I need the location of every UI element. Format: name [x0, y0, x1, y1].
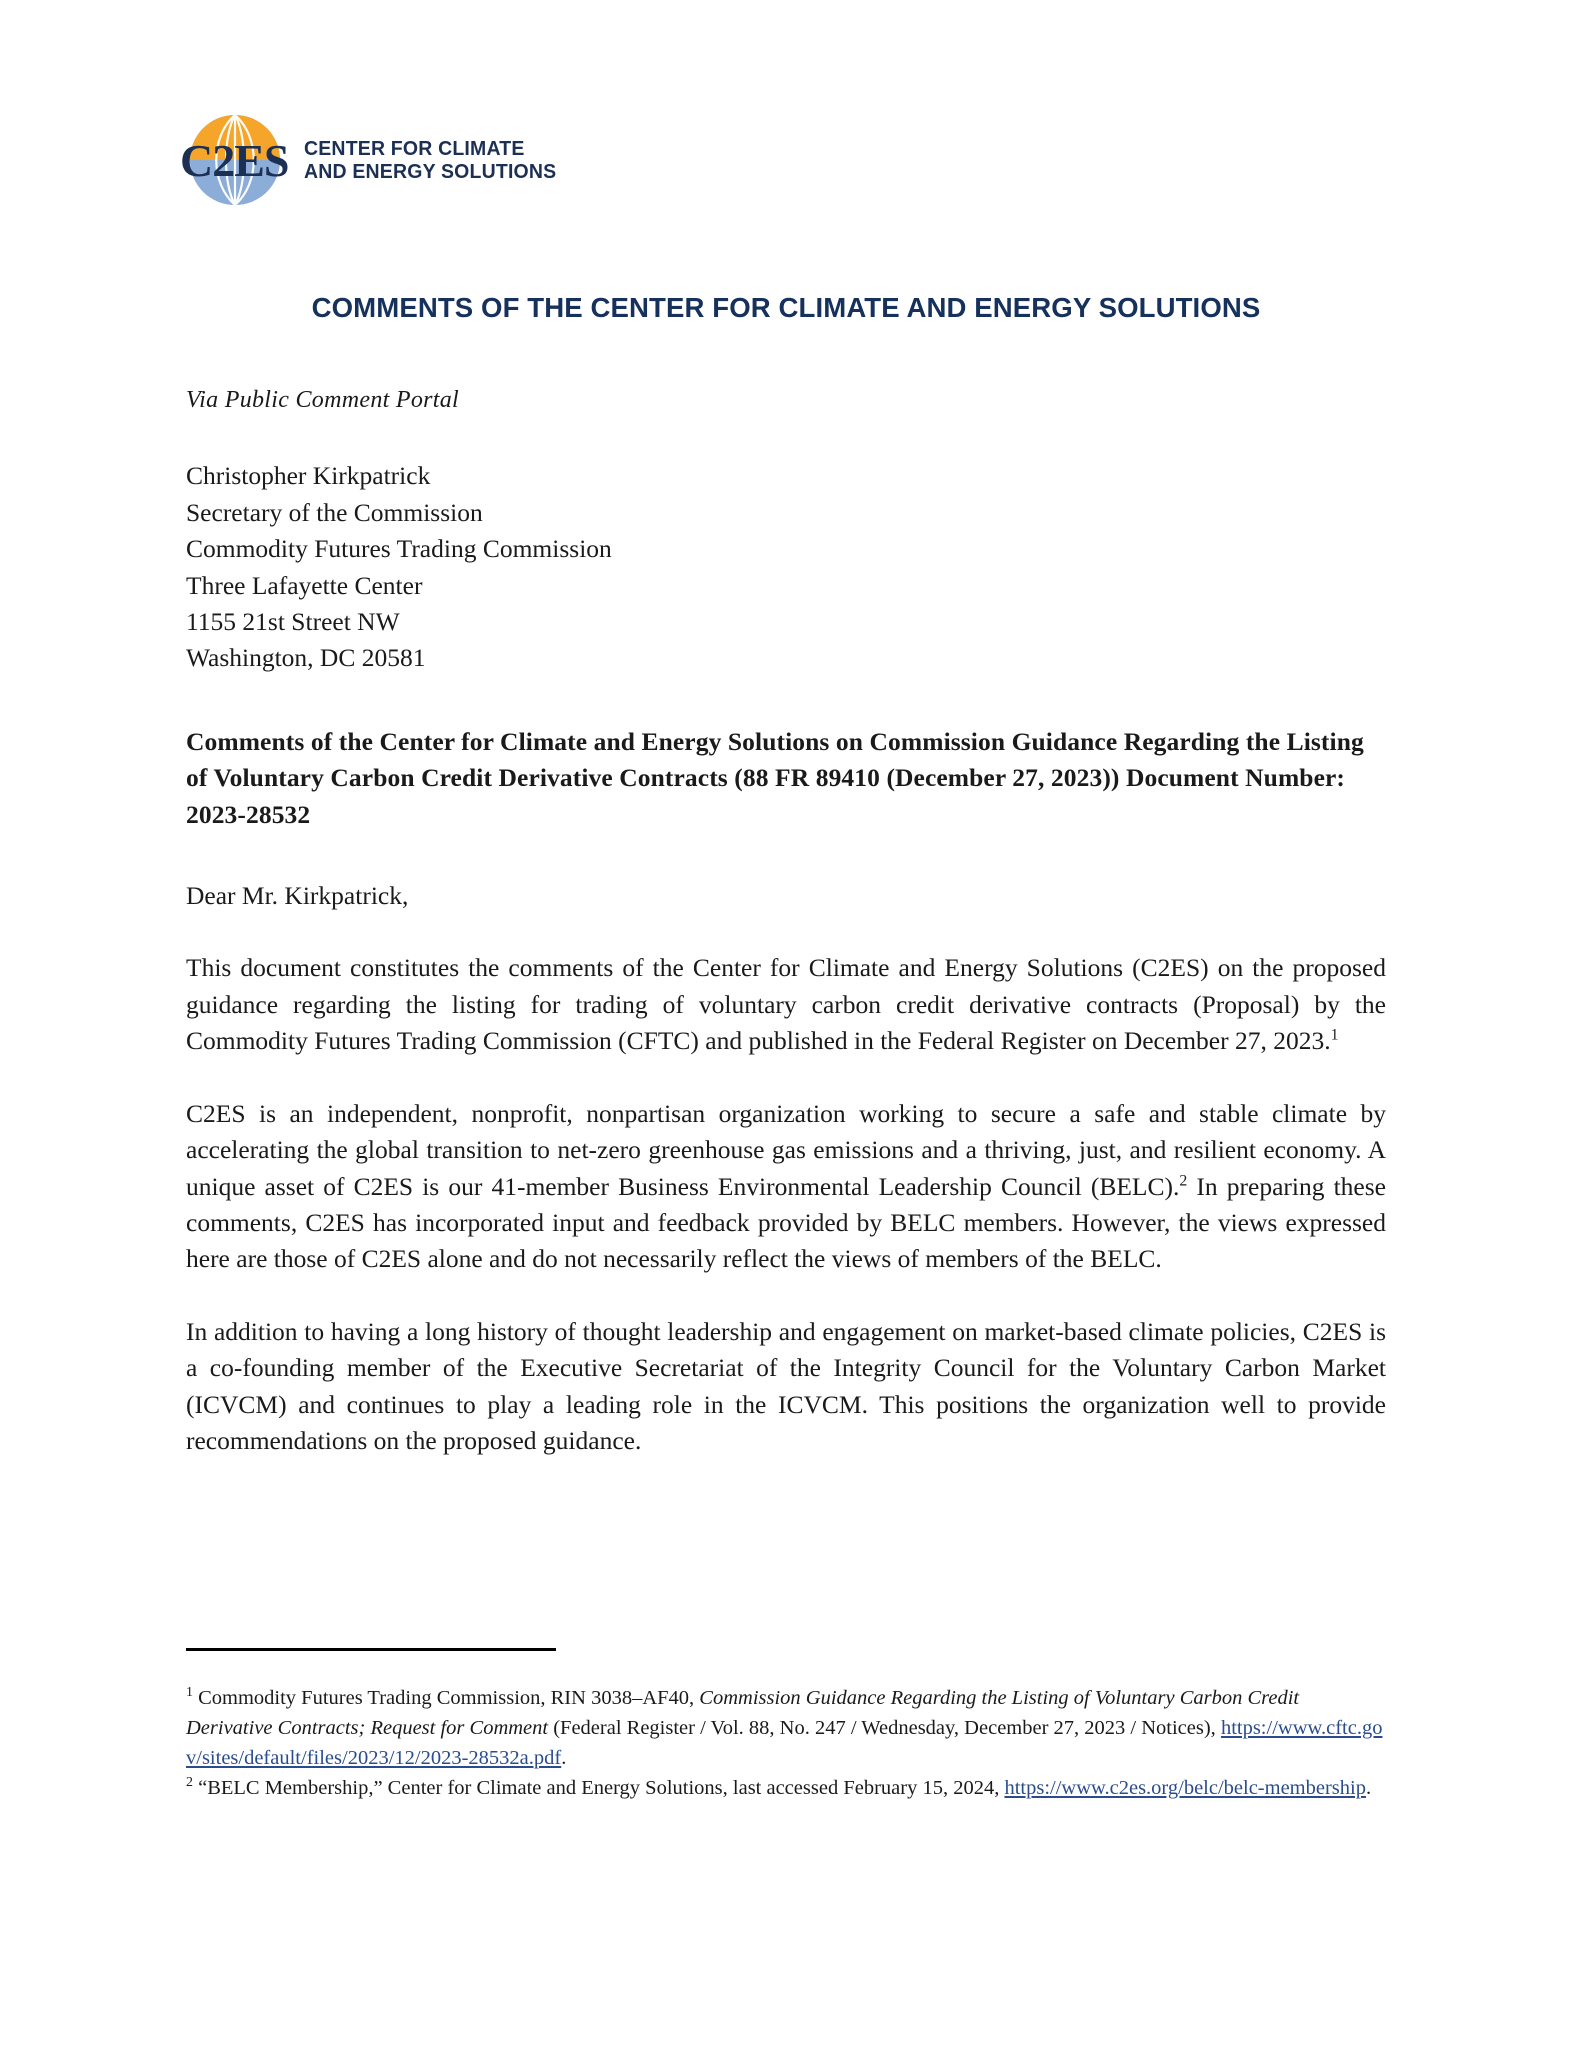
body-paragraph-2 [186, 1096, 1386, 1278]
recipient-organization: Commodity Futures Trading Commission [186, 534, 612, 564]
recipient-role: Secretary of the Commission [186, 497, 483, 527]
delivery-note: Via Public Comment Portal [186, 387, 460, 413]
logo-tagline-line-2: AND ENERGY SOLUTIONS [304, 160, 557, 183]
c2es-logo [180, 112, 570, 208]
logo-wordmark: C2ES [180, 135, 289, 186]
footnote-2 [186, 1773, 1386, 1803]
footnote-1-part3: . [561, 1747, 567, 1769]
footnote-2-marker: 2 [186, 1775, 193, 1791]
footnote-1-part1: Commodity Futures Trading Commission, RIN 3038–AF40, [192, 1687, 700, 1709]
footnote-separator-rule [186, 1648, 556, 1651]
recipient-city-state-zip: Washington, DC 20581 [186, 643, 426, 673]
recipient-address-block [186, 458, 1386, 676]
logo-mark [180, 112, 289, 208]
footnote-ref-1[interactable]: 1 [1330, 1026, 1339, 1044]
body-paragraph-1 [186, 950, 1386, 1059]
footnote-2-part3: . [1365, 1777, 1372, 1799]
salutation: Dear Mr. Kirkpatrick, [186, 881, 409, 911]
footnote-1-part2: (Federal Register / Vol. 88, No. 247 / Wednesday, December 27, 2023 / Notices), [548, 1717, 1221, 1739]
footnote-1-marker: 1 [186, 1685, 193, 1701]
footnote-1-title: Commission Guidance Regarding the Listing of Voluntary Carbon Credit Derivative Contracts; Request for Comment [186, 1687, 1300, 1739]
logo-tagline-line-1: CENTER FOR CLIMATE [304, 137, 525, 160]
footnotes-section [186, 1648, 1386, 1803]
recipient-street: 1155 21st Street NW [186, 607, 400, 637]
footnote-ref-2[interactable]: 2 [1179, 1172, 1188, 1189]
paragraph-1-text: This document constitutes the comments of the Center for Climate and Energy Solutions (C2ES) on the proposed guidance regarding the listing for trading of voluntary carbon credit derivative contracts (Proposal) by the Commodity Futures Trading Commission (CFTC) and published in the Federal Register on December 27, 2023. [186, 953, 1386, 1056]
logo-tagline [304, 137, 556, 183]
letter-body [186, 382, 1386, 1459]
footnote-2-part1: “BELC Membership,” Center for Climate and Energy Solutions, last accessed February 15, 2024, [192, 1777, 1005, 1799]
subject-line: Comments of the Center for Climate and Energy Solutions on Commission Guidance Regarding the Listing of Voluntary Carbon Credit Derivative Contracts (88 FR 89410 (December 27, 2023)) Document Number: 2023-28532 [186, 726, 1364, 829]
recipient-name: Christopher Kirkpatrick [186, 461, 431, 491]
footnote-1 [186, 1683, 1386, 1773]
paragraph-2-text-tail: In preparing these comments, C2ES has incorporated input and feedback provided by BELC members. However, the views expressed here are those of C2ES alone and do not necessarily reflect the views of members of the BELC. [186, 1171, 1386, 1274]
paragraph-2-text: C2ES is an independent, nonprofit, nonpartisan organization working to secure a safe and stable climate by accelerating the global transition to net-zero greenhouse gas emissions and a thriving, just, and resilient economy. A unique asset of C2ES is our 41-member Business Environmental Leadership Council (BELC). [186, 1098, 1386, 1201]
page-title: COMMENTS OF THE CENTER FOR CLIMATE AND ENERGY SOLUTIONS [311, 292, 1261, 323]
paragraph-3-text: In addition to having a long history of thought leadership and engagement on market-based climate policies, C2ES is a co-founding member of the Executive Secretariat of the Integrity Council for the Voluntary Carbon Market (ICVCM) and continues to play a leading role in the ICVCM. This positions the organization well to provide recommendations on the proposed guidance. [186, 1316, 1386, 1455]
footnote-1-link[interactable]: https://www.cftc.gov/sites/default/files/2023/12/2023-28532a.pdf [186, 1717, 1383, 1769]
footnote-2-link[interactable]: https://www.c2es.org/belc/belc-membership [1004, 1777, 1366, 1799]
body-paragraph-3 [186, 1314, 1386, 1460]
recipient-building: Three Lafayette Center [186, 570, 423, 600]
